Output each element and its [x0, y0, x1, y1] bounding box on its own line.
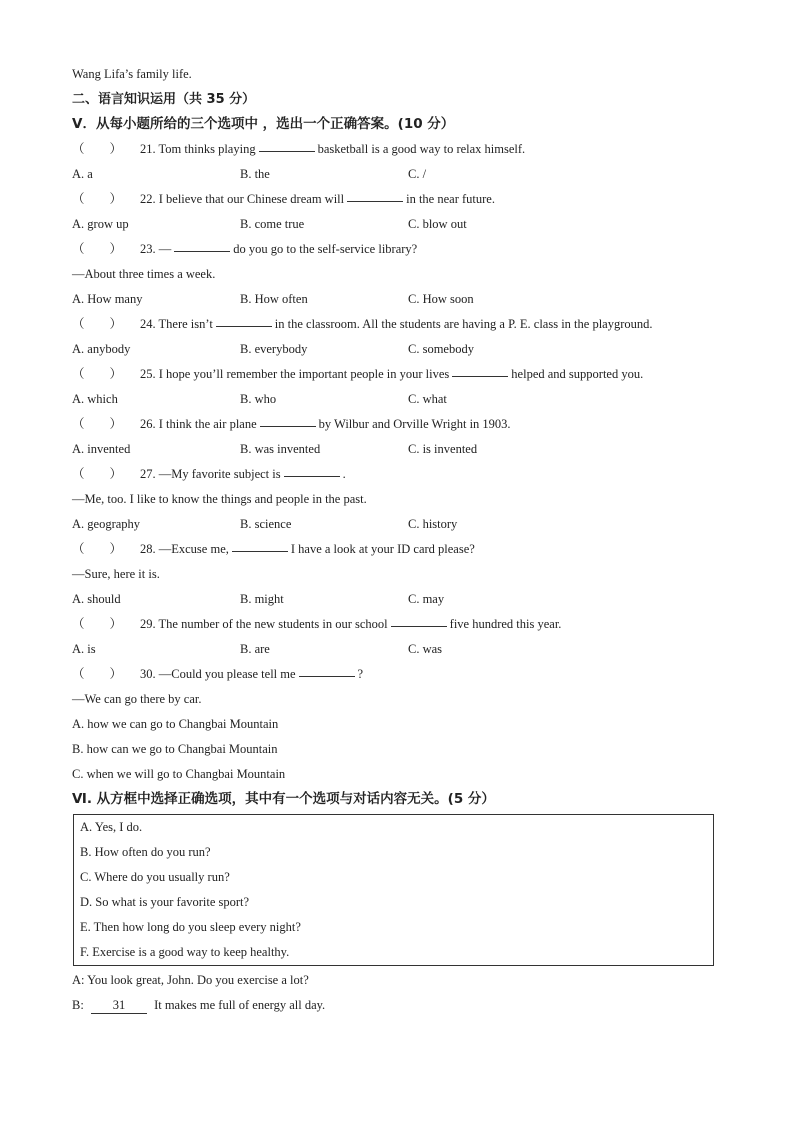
- answer-paren[interactable]: （ ）: [72, 467, 123, 481]
- option-c[interactable]: C. somebody: [408, 342, 474, 356]
- dialog-a1: A: You look great, John. Do you exercise a lot?: [72, 973, 309, 987]
- answer-paren[interactable]: （ ）: [72, 317, 123, 331]
- answer-blank[interactable]: [452, 362, 508, 377]
- option-b[interactable]: B. was invented: [240, 442, 321, 456]
- option-row: [72, 512, 732, 537]
- stem-post: five hundred this year.: [449, 617, 562, 631]
- stem-post: by Wilbur and Orville Wright in 1903.: [318, 417, 511, 431]
- answer-blank-31[interactable]: 31: [91, 997, 147, 1014]
- question-block: [72, 612, 732, 662]
- option-b[interactable]: B. science: [240, 517, 292, 531]
- option-row: [72, 637, 732, 662]
- option-a[interactable]: A. grow up: [72, 217, 129, 231]
- question-stem: [72, 662, 732, 687]
- question-block: [72, 462, 732, 537]
- option-c[interactable]: C. what: [408, 392, 447, 406]
- option-c[interactable]: C. How soon: [408, 292, 474, 306]
- answer-paren[interactable]: （ ）: [72, 417, 123, 431]
- question-stem: [72, 312, 732, 337]
- option-a[interactable]: A. How many: [72, 292, 143, 306]
- answer-blank[interactable]: [232, 537, 288, 552]
- answer-blank[interactable]: [284, 462, 340, 477]
- option-c[interactable]: C. was: [408, 642, 443, 656]
- option-b[interactable]: B. who: [240, 392, 277, 406]
- option-row: [72, 287, 732, 312]
- option-b[interactable]: B. How often: [240, 292, 308, 306]
- answer-paren[interactable]: （ ）: [72, 367, 123, 381]
- intro-tail: Wang Lifa’s family life.: [72, 67, 192, 81]
- stem-post: in the classroom. All the students are having a P. E. class in the playground.: [274, 317, 653, 331]
- question-block: [72, 362, 732, 412]
- question-block: [72, 187, 732, 237]
- option-b[interactable]: B. are: [240, 642, 270, 656]
- part-5-title: Ⅴ．从每小题所给的三个选项中 ，选出一个正确答案。(10 分）: [72, 116, 455, 132]
- stem-post: .: [342, 467, 346, 481]
- question-stem: [72, 187, 732, 212]
- option-c[interactable]: C. when we will go to Changbai Mountain: [72, 767, 286, 781]
- section-2-title: 二、语言知识运用（共 35 分）: [72, 92, 256, 107]
- question-block: [72, 537, 732, 612]
- stem-pre: 21. Tom thinks playing: [140, 142, 256, 156]
- answer-paren[interactable]: （ ）: [72, 142, 123, 156]
- box-option-a: A. Yes, I do.: [80, 820, 143, 834]
- question-block: [72, 237, 732, 312]
- answer-blank[interactable]: [260, 412, 316, 427]
- option-c[interactable]: C. is invented: [408, 442, 478, 456]
- option-c[interactable]: C. history: [408, 517, 458, 531]
- stem-post: do you go to the self-service library?: [233, 242, 418, 256]
- option-row: [72, 437, 732, 462]
- option-b[interactable]: B. come true: [240, 217, 305, 231]
- question-block: [72, 137, 732, 187]
- dialog-reply: —About three times a week.: [72, 267, 216, 281]
- box-option-d: D. So what is your favorite sport?: [80, 895, 250, 909]
- question-stem: [72, 412, 732, 437]
- option-a[interactable]: A. invented: [72, 442, 131, 456]
- box-option-b: B. How often do you run?: [80, 845, 211, 859]
- dialog-reply: —Me, too. I like to know the things and people in the past.: [72, 492, 367, 506]
- answer-blank[interactable]: [216, 312, 272, 327]
- speaker-b: B:: [72, 998, 84, 1012]
- stem-post: I have a look at your ID card please?: [290, 542, 475, 556]
- answer-blank[interactable]: [299, 662, 355, 677]
- question-stem: [72, 537, 732, 562]
- option-c[interactable]: C. /: [408, 167, 427, 181]
- exam-page: [72, 62, 732, 1018]
- answer-paren[interactable]: （ ）: [72, 542, 123, 556]
- option-b[interactable]: B. everybody: [240, 342, 308, 356]
- stem-pre: 25. I hope you’ll remember the important people in your lives: [140, 367, 450, 381]
- stem-post: in the near future.: [406, 192, 495, 206]
- answer-paren[interactable]: （ ）: [72, 617, 123, 631]
- answer-paren[interactable]: （ ）: [72, 242, 123, 256]
- question-stem: [72, 462, 732, 487]
- dialog-reply: —Sure, here it is.: [72, 567, 160, 581]
- option-a[interactable]: A. how we can go to Changbai Mountain: [72, 717, 279, 731]
- dialog-b1: [72, 993, 732, 1018]
- answer-blank[interactable]: [174, 237, 230, 252]
- option-row: [72, 212, 732, 237]
- option-b[interactable]: B. might: [240, 592, 284, 606]
- option-row: [72, 387, 732, 412]
- option-a[interactable]: A. anybody: [72, 342, 131, 356]
- question-list: [72, 137, 732, 662]
- option-row: [72, 337, 732, 362]
- question-stem: [72, 612, 732, 637]
- part-6-title: Ⅵ. 从方框中选择正确选项，其中有一个选项与对话内容无关。(5 分）: [72, 791, 495, 807]
- question-30: [72, 662, 732, 787]
- option-b[interactable]: B. how can we go to Changbai Mountain: [72, 742, 278, 756]
- option-c[interactable]: C. blow out: [408, 217, 467, 231]
- stem-post: basketball is a good way to relax himself.: [317, 142, 526, 156]
- question-stem: [72, 362, 732, 387]
- answer-paren[interactable]: （ ）: [72, 192, 123, 206]
- stem-pre: 26. I think the air plane: [140, 417, 257, 431]
- question-stem: [72, 137, 732, 162]
- option-row: [72, 162, 732, 187]
- question-block: [72, 312, 732, 362]
- answer-blank[interactable]: [347, 187, 403, 202]
- stem-post: ?: [357, 667, 364, 681]
- box-option-e: E. Then how long do you sleep every night?: [80, 920, 301, 934]
- option-a[interactable]: A. which: [72, 392, 118, 406]
- dialog-b1-text: It makes me full of energy all day.: [154, 998, 326, 1012]
- box-option-c: C. Where do you usually run?: [80, 870, 230, 884]
- stem-post: helped and supported you.: [511, 367, 644, 381]
- question-stem: [72, 237, 732, 262]
- box-option-f: F. Exercise is a good way to keep healthy.: [80, 945, 290, 959]
- stem-pre: 24. There isn’t: [140, 317, 213, 331]
- stem-pre: 27. —My favorite subject is: [140, 467, 281, 481]
- dialog-reply: —We can go there by car.: [72, 692, 202, 706]
- stem-pre: 22. I believe that our Chinese dream will: [140, 192, 345, 206]
- stem-pre: 23. —: [140, 242, 172, 256]
- answer-paren[interactable]: （ ）: [72, 667, 123, 681]
- option-a[interactable]: A. a: [72, 167, 93, 181]
- stem-pre: 29. The number of the new students in our school: [140, 617, 388, 631]
- question-block: [72, 412, 732, 462]
- answer-blank[interactable]: [259, 137, 315, 152]
- stem-pre: 30. —Could you please tell me: [140, 667, 296, 681]
- stem-pre: 28. —Excuse me,: [140, 542, 229, 556]
- option-c[interactable]: C. may: [408, 592, 445, 606]
- option-a[interactable]: A. is: [72, 642, 96, 656]
- option-row: [72, 587, 732, 612]
- options-box: [73, 814, 714, 966]
- answer-blank[interactable]: [391, 612, 447, 627]
- option-a[interactable]: A. should: [72, 592, 121, 606]
- option-a[interactable]: A. geography: [72, 517, 141, 531]
- option-b[interactable]: B. the: [240, 167, 270, 181]
